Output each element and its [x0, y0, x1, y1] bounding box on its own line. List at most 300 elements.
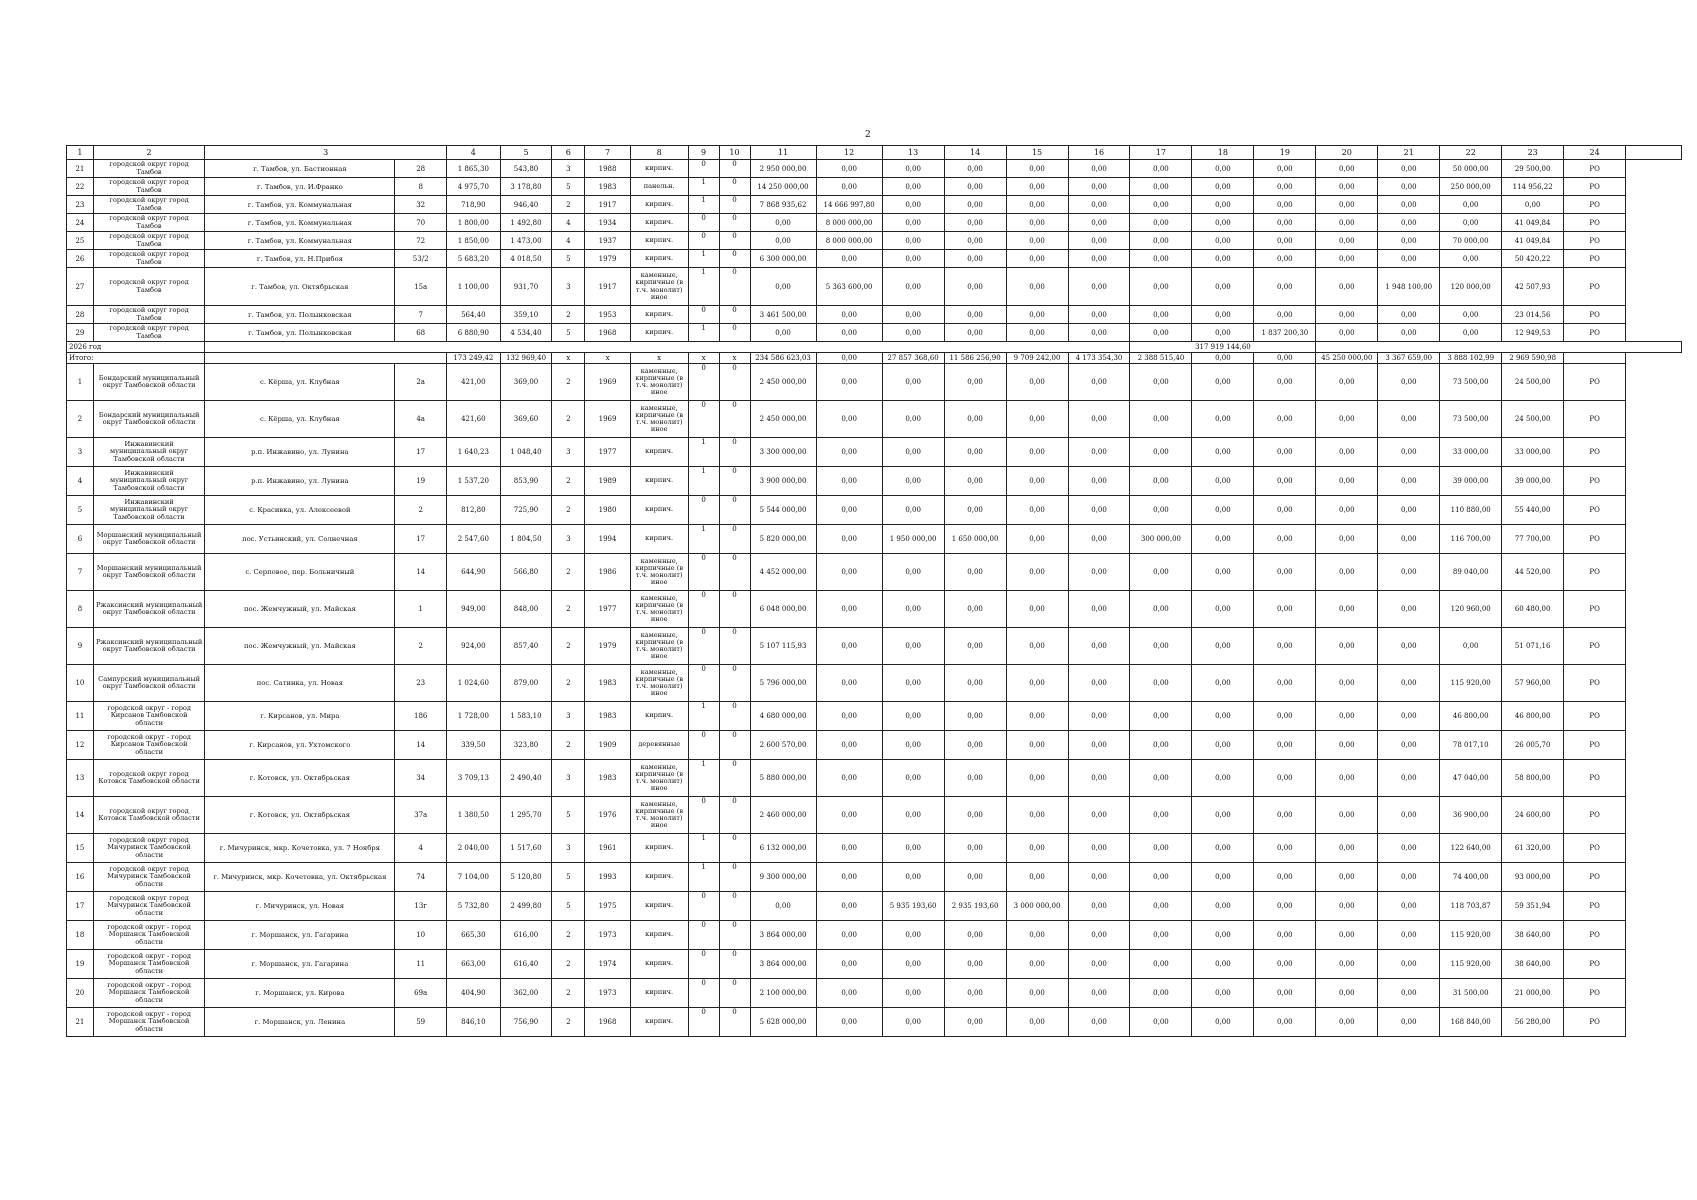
- value-cell-col15: 0,00: [1006, 496, 1068, 525]
- table-row: [67, 467, 1682, 496]
- value-cell-col21: 0,00: [1378, 196, 1440, 214]
- value-cell-col17: 0,00: [1130, 950, 1192, 979]
- value-cell-col21: 0,00: [1378, 1008, 1440, 1037]
- value-cell-col10: 0: [719, 268, 750, 306]
- value-cell-col11: 9 300 000,00: [750, 863, 816, 892]
- value-cell-col5: 1 804,50: [500, 525, 552, 554]
- value-cell-col21: 0,00: [1378, 702, 1440, 731]
- value-cell-col23: 41 049,84: [1502, 214, 1564, 232]
- value-cell-col5: 931,70: [500, 268, 552, 306]
- value-cell-col10: 0: [719, 797, 750, 834]
- year-label: 2026 год: [67, 342, 205, 353]
- value-cell-col17: 0,00: [1130, 438, 1192, 467]
- row-number: 15: [67, 834, 94, 863]
- value-cell-col21: 0,00: [1378, 554, 1440, 591]
- value-cell-col19: 0,00: [1254, 401, 1316, 438]
- value-cell-col22: 118 703,87: [1440, 892, 1502, 921]
- total-col16: 4 173 354,30: [1068, 353, 1130, 364]
- table-row: [67, 232, 1682, 250]
- value-cell-col9: 0: [688, 306, 719, 324]
- value-cell-col16: 0,00: [1068, 797, 1130, 834]
- value-cell-col24: РО: [1564, 438, 1626, 467]
- value-cell-col16: 0,00: [1068, 324, 1130, 342]
- house-number-cell: 74: [395, 863, 447, 892]
- address-cell: г. Тамбов, ул. Полынковская: [205, 306, 395, 324]
- row-number: 20: [67, 979, 94, 1008]
- row-number: 7: [67, 554, 94, 591]
- total-col9: х: [688, 353, 719, 364]
- value-cell-col8: кирпич.: [630, 232, 688, 250]
- value-cell-col16: 0,00: [1068, 628, 1130, 665]
- row-number: 14: [67, 797, 94, 834]
- value-cell-col15: 0,00: [1006, 760, 1068, 797]
- value-cell-col13: 0,00: [882, 760, 944, 797]
- value-cell-col19: 0,00: [1254, 834, 1316, 863]
- column-header: 4: [446, 146, 500, 160]
- value-cell-col24: РО: [1564, 401, 1626, 438]
- value-cell-col16: 0,00: [1068, 214, 1130, 232]
- address-cell: г. Тамбов, ул. Н.Прибоя: [205, 250, 395, 268]
- value-cell-col17: 0,00: [1130, 979, 1192, 1008]
- value-cell-col14: 0,00: [944, 438, 1006, 467]
- value-cell-col19: 0,00: [1254, 731, 1316, 760]
- row-number: 28: [67, 306, 94, 324]
- row-number: 13: [67, 760, 94, 797]
- value-cell-col23: 24 500,00: [1502, 364, 1564, 401]
- value-cell-col17: 0,00: [1130, 731, 1192, 760]
- table-row: [67, 401, 1682, 438]
- address-cell: г. Тамбов, ул. Октябрьская: [205, 268, 395, 306]
- value-cell-col4: 5 732,80: [446, 892, 500, 921]
- value-cell-col9: 1: [688, 438, 719, 467]
- municipality-cell: городской округ город Котовск Тамбовской области: [93, 760, 205, 797]
- value-cell-col17: 0,00: [1130, 306, 1192, 324]
- value-cell-col21: 0,00: [1378, 665, 1440, 702]
- value-cell-col23: 42 507,93: [1502, 268, 1564, 306]
- column-header: 17: [1130, 146, 1192, 160]
- house-number-cell: 2а: [395, 364, 447, 401]
- column-header: 21: [1378, 146, 1440, 160]
- value-cell-col21: 0,00: [1378, 232, 1440, 250]
- value-cell-col23: 0,00: [1502, 196, 1564, 214]
- address-cell: г. Моршанск, ул. Гагарина: [205, 950, 395, 979]
- value-cell-col14: 0,00: [944, 196, 1006, 214]
- value-cell-col17: 0,00: [1130, 160, 1192, 178]
- value-cell-col11: 5 628 000,00: [750, 1008, 816, 1037]
- value-cell-col11: 0,00: [750, 214, 816, 232]
- value-cell-col13: 0,00: [882, 196, 944, 214]
- value-cell-col4: 1 380,50: [446, 797, 500, 834]
- column-header: 6: [552, 146, 585, 160]
- row-number: 24: [67, 214, 94, 232]
- column-header: 11: [750, 146, 816, 160]
- house-number-cell: 17: [395, 525, 447, 554]
- value-cell-col8: каменные, кирпичные (в т.ч. монолит) иное: [630, 401, 688, 438]
- value-cell-col11: 3 900 000,00: [750, 467, 816, 496]
- total-col4: 173 249,42: [446, 353, 500, 364]
- value-cell-col6: 2: [552, 364, 585, 401]
- value-cell-col23: 77 700,00: [1502, 525, 1564, 554]
- value-cell-col16: 0,00: [1068, 250, 1130, 268]
- value-cell-col12: 0,00: [816, 834, 882, 863]
- value-cell-col7: 1909: [585, 731, 630, 760]
- value-cell-col16: 0,00: [1068, 863, 1130, 892]
- value-cell-col23: 24 500,00: [1502, 401, 1564, 438]
- value-cell-col8: кирпич.: [630, 324, 688, 342]
- value-cell-col17: 0,00: [1130, 232, 1192, 250]
- value-cell-col23: 21 000,00: [1502, 979, 1564, 1008]
- value-cell-col13: 1 950 000,00: [882, 525, 944, 554]
- value-cell-col20: 0,00: [1316, 979, 1378, 1008]
- value-cell-col18: 0,00: [1192, 250, 1254, 268]
- value-cell-col21: 0,00: [1378, 250, 1440, 268]
- total-col13: 27 857 368,60: [882, 353, 944, 364]
- column-header: 7: [585, 146, 630, 160]
- column-header: 3: [205, 146, 447, 160]
- value-cell-col13: 0,00: [882, 797, 944, 834]
- value-cell-col7: 1986: [585, 554, 630, 591]
- total-col17: 2 388 515,40: [1130, 353, 1192, 364]
- value-cell-col13: 0,00: [882, 702, 944, 731]
- value-cell-col11: 3 461 500,00: [750, 306, 816, 324]
- value-cell-col20: 0,00: [1316, 760, 1378, 797]
- value-cell-col11: 3 864 000,00: [750, 921, 816, 950]
- value-cell-col20: 0,00: [1316, 591, 1378, 628]
- value-cell-col5: 853,90: [500, 467, 552, 496]
- value-cell-col4: 4 975,70: [446, 178, 500, 196]
- value-cell-col9: 0: [688, 921, 719, 950]
- table-row: [67, 921, 1682, 950]
- value-cell-col4: 924,00: [446, 628, 500, 665]
- municipality-cell: городской округ город Тамбов: [93, 306, 205, 324]
- value-cell-col5: 616,00: [500, 921, 552, 950]
- value-cell-col24: РО: [1564, 950, 1626, 979]
- value-cell-col15: 0,00: [1006, 467, 1068, 496]
- value-cell-col14: 0,00: [944, 834, 1006, 863]
- value-cell-col22: 74 400,00: [1440, 863, 1502, 892]
- value-cell-col12: 0,00: [816, 950, 882, 979]
- value-cell-col18: 0,00: [1192, 950, 1254, 979]
- value-cell-col22: 115 920,00: [1440, 921, 1502, 950]
- value-cell-col5: 2 490,40: [500, 760, 552, 797]
- table-row: [67, 160, 1682, 178]
- value-cell-col5: 879,00: [500, 665, 552, 702]
- value-cell-col9: 1: [688, 324, 719, 342]
- table-row: [67, 306, 1682, 324]
- address-cell: с. Серповое, пер. Больничный: [205, 554, 395, 591]
- value-cell-col11: 5 107 115,93: [750, 628, 816, 665]
- house-number-cell: 34: [395, 760, 447, 797]
- municipality-cell: городской округ - город Кирсанов Тамбовской области: [93, 731, 205, 760]
- value-cell-col22: 36 900,00: [1440, 797, 1502, 834]
- value-cell-col7: 1953: [585, 306, 630, 324]
- value-cell-col13: 0,00: [882, 178, 944, 196]
- total-col10: х: [719, 353, 750, 364]
- value-cell-col24: РО: [1564, 921, 1626, 950]
- value-cell-col4: 1 865,30: [446, 160, 500, 178]
- value-cell-col24: РО: [1564, 834, 1626, 863]
- value-cell-col19: 0,00: [1254, 863, 1316, 892]
- year-amount: 317 919 144,60: [1130, 342, 1316, 353]
- value-cell-col7: 1969: [585, 401, 630, 438]
- value-cell-col14: 1 650 000,00: [944, 525, 1006, 554]
- value-cell-col7: 1994: [585, 525, 630, 554]
- value-cell-col12: 0,00: [816, 921, 882, 950]
- value-cell-col15: 0,00: [1006, 628, 1068, 665]
- house-number-cell: 11: [395, 950, 447, 979]
- value-cell-col23: 93 000,00: [1502, 863, 1564, 892]
- value-cell-col22: 115 920,00: [1440, 950, 1502, 979]
- value-cell-col22: 33 000,00: [1440, 438, 1502, 467]
- value-cell-col15: 0,00: [1006, 232, 1068, 250]
- value-cell-col9: 0: [688, 232, 719, 250]
- value-cell-col9: 0: [688, 950, 719, 979]
- value-cell-col13: 0,00: [882, 401, 944, 438]
- value-cell-col21: 0,00: [1378, 438, 1440, 467]
- column-header: 23: [1502, 146, 1564, 160]
- table-row: [67, 591, 1682, 628]
- value-cell-col6: 3: [552, 834, 585, 863]
- address-cell: пос. Сатинка, ул. Новая: [205, 665, 395, 702]
- value-cell-col4: 6 880,90: [446, 324, 500, 342]
- column-header: 12: [816, 146, 882, 160]
- value-cell-col9: 0: [688, 797, 719, 834]
- value-cell-col21: 0,00: [1378, 892, 1440, 921]
- value-cell-col8: каменные, кирпичные (в т.ч. монолит) иное: [630, 797, 688, 834]
- municipality-cell: Инжавинский муниципальный округ Тамбовской области: [93, 467, 205, 496]
- value-cell-col5: 1 048,40: [500, 438, 552, 467]
- value-cell-col14: 0,00: [944, 401, 1006, 438]
- value-cell-col20: 0,00: [1316, 306, 1378, 324]
- value-cell-col16: 0,00: [1068, 950, 1130, 979]
- value-cell-col19: 0,00: [1254, 797, 1316, 834]
- value-cell-col19: 0,00: [1254, 892, 1316, 921]
- value-cell-col15: 3 000 000,00: [1006, 892, 1068, 921]
- value-cell-col8: кирпич.: [630, 160, 688, 178]
- value-cell-col21: 0,00: [1378, 214, 1440, 232]
- value-cell-col7: 1968: [585, 1008, 630, 1037]
- table-row: [67, 196, 1682, 214]
- address-cell: с. Красивка, ул. Алексеевой: [205, 496, 395, 525]
- house-number-cell: 1: [395, 591, 447, 628]
- value-cell-col5: 362,00: [500, 979, 552, 1008]
- address-cell: р.п. Инжавино, ул. Лунина: [205, 438, 395, 467]
- value-cell-col18: 0,00: [1192, 306, 1254, 324]
- register-table: [66, 145, 1682, 1037]
- value-cell-col6: 5: [552, 863, 585, 892]
- value-cell-col13: 0,00: [882, 834, 944, 863]
- value-cell-col7: 1979: [585, 250, 630, 268]
- municipality-cell: городской округ город Котовск Тамбовской области: [93, 797, 205, 834]
- value-cell-col12: 0,00: [816, 250, 882, 268]
- value-cell-col15: 0,00: [1006, 591, 1068, 628]
- value-cell-col18: 0,00: [1192, 863, 1254, 892]
- value-cell-col18: 0,00: [1192, 892, 1254, 921]
- column-header: 24: [1564, 146, 1626, 160]
- value-cell-col24: РО: [1564, 232, 1626, 250]
- address-cell: г. Кирсанов, ул. Мира: [205, 702, 395, 731]
- value-cell-col6: 3: [552, 525, 585, 554]
- value-cell-col21: 0,00: [1378, 364, 1440, 401]
- value-cell-col12: 8 000 000,00: [816, 214, 882, 232]
- value-cell-col4: 421,60: [446, 401, 500, 438]
- row-number: 26: [67, 250, 94, 268]
- value-cell-col15: 0,00: [1006, 525, 1068, 554]
- value-cell-col14: 0,00: [944, 554, 1006, 591]
- value-cell-col13: 0,00: [882, 364, 944, 401]
- column-header: 9: [688, 146, 719, 160]
- column-header: 8: [630, 146, 688, 160]
- value-cell-col21: 0,00: [1378, 160, 1440, 178]
- value-cell-col19: 0,00: [1254, 268, 1316, 306]
- value-cell-col13: 0,00: [882, 554, 944, 591]
- value-cell-col10: 0: [719, 160, 750, 178]
- column-header: 19: [1254, 146, 1316, 160]
- value-cell-col20: 0,00: [1316, 731, 1378, 760]
- value-cell-col20: 0,00: [1316, 921, 1378, 950]
- value-cell-col12: 0,00: [816, 306, 882, 324]
- value-cell-col6: 2: [552, 665, 585, 702]
- value-cell-col11: 5 544 000,00: [750, 496, 816, 525]
- table-row: [67, 950, 1682, 979]
- value-cell-col10: 0: [719, 196, 750, 214]
- value-cell-col22: 0,00: [1440, 628, 1502, 665]
- value-cell-col21: 0,00: [1378, 591, 1440, 628]
- value-cell-col10: 0: [719, 665, 750, 702]
- value-cell-col13: 0,00: [882, 665, 944, 702]
- municipality-cell: Бондарский муниципальный округ Тамбовской области: [93, 364, 205, 401]
- value-cell-col19: 0,00: [1254, 364, 1316, 401]
- value-cell-col22: 73 500,00: [1440, 401, 1502, 438]
- value-cell-col23: 33 000,00: [1502, 438, 1564, 467]
- value-cell-col21: 0,00: [1378, 496, 1440, 525]
- value-cell-col24: РО: [1564, 467, 1626, 496]
- value-cell-col5: 5 120,80: [500, 863, 552, 892]
- total-col12: 0,00: [816, 353, 882, 364]
- value-cell-col13: 0,00: [882, 232, 944, 250]
- value-cell-col6: 2: [552, 401, 585, 438]
- column-header: 1: [67, 146, 94, 160]
- value-cell-col10: 0: [719, 1008, 750, 1037]
- value-cell-col8: кирпич.: [630, 702, 688, 731]
- value-cell-col17: 0,00: [1130, 268, 1192, 306]
- value-cell-col13: 0,00: [882, 306, 944, 324]
- house-number-cell: 72: [395, 232, 447, 250]
- value-cell-col21: 0,00: [1378, 863, 1440, 892]
- table-row: [67, 438, 1682, 467]
- value-cell-col12: 0,00: [816, 364, 882, 401]
- table-row: [67, 268, 1682, 306]
- value-cell-col19: 1 837 200,30: [1254, 324, 1316, 342]
- house-number-cell: 17: [395, 438, 447, 467]
- value-cell-col16: 0,00: [1068, 401, 1130, 438]
- value-cell-col10: 0: [719, 628, 750, 665]
- value-cell-col16: 0,00: [1068, 467, 1130, 496]
- value-cell-col11: 6 300 000,00: [750, 250, 816, 268]
- municipality-cell: городской округ - город Моршанск Тамбовской области: [93, 979, 205, 1008]
- value-cell-col21: 0,00: [1378, 979, 1440, 1008]
- value-cell-col5: 566,80: [500, 554, 552, 591]
- value-cell-col11: 4 680 000,00: [750, 702, 816, 731]
- value-cell-col22: 168 840,00: [1440, 1008, 1502, 1037]
- value-cell-col7: 1977: [585, 591, 630, 628]
- value-cell-col16: 0,00: [1068, 731, 1130, 760]
- value-cell-col5: 4 534,40: [500, 324, 552, 342]
- table-row: [67, 364, 1682, 401]
- value-cell-col8: каменные, кирпичные (в т.ч. монолит) иное: [630, 591, 688, 628]
- value-cell-col8: панельн.: [630, 178, 688, 196]
- value-cell-col12: 0,00: [816, 665, 882, 702]
- value-cell-col9: 1: [688, 196, 719, 214]
- value-cell-col20: 0,00: [1316, 232, 1378, 250]
- row-number: 3: [67, 438, 94, 467]
- value-cell-col11: 0,00: [750, 324, 816, 342]
- value-cell-col18: 0,00: [1192, 702, 1254, 731]
- value-cell-col6: 2: [552, 628, 585, 665]
- address-cell: г. Котовск, ул. Октябрьская: [205, 760, 395, 797]
- value-cell-col9: 0: [688, 496, 719, 525]
- value-cell-col7: 1973: [585, 921, 630, 950]
- total-col7: х: [585, 353, 630, 364]
- address-cell: г. Мичуринск, ул. Новая: [205, 892, 395, 921]
- value-cell-col23: 29 500,00: [1502, 160, 1564, 178]
- value-cell-col12: 0,00: [816, 760, 882, 797]
- value-cell-col9: 1: [688, 268, 719, 306]
- value-cell-col18: 0,00: [1192, 364, 1254, 401]
- table-row: [67, 496, 1682, 525]
- value-cell-col17: 0,00: [1130, 401, 1192, 438]
- value-cell-col15: 0,00: [1006, 797, 1068, 834]
- value-cell-col18: 0,00: [1192, 628, 1254, 665]
- value-cell-col15: 0,00: [1006, 160, 1068, 178]
- value-cell-col5: 4 018,50: [500, 250, 552, 268]
- value-cell-col9: 0: [688, 160, 719, 178]
- value-cell-col10: 0: [719, 438, 750, 467]
- row-number: 17: [67, 892, 94, 921]
- value-cell-col22: 50 000,00: [1440, 160, 1502, 178]
- value-cell-col14: 0,00: [944, 232, 1006, 250]
- value-cell-col4: 718,90: [446, 196, 500, 214]
- value-cell-col22: 0,00: [1440, 214, 1502, 232]
- address-cell: пос. Устьинский, ул. Солнечная: [205, 525, 395, 554]
- value-cell-col18: 0,00: [1192, 232, 1254, 250]
- table-row: [67, 702, 1682, 731]
- value-cell-col4: 1 640,23: [446, 438, 500, 467]
- value-cell-col10: 0: [719, 306, 750, 324]
- value-cell-col20: 0,00: [1316, 665, 1378, 702]
- value-cell-col14: 0,00: [944, 950, 1006, 979]
- house-number-cell: 7: [395, 306, 447, 324]
- value-cell-col20: 0,00: [1316, 1008, 1378, 1037]
- row-number: 11: [67, 702, 94, 731]
- value-cell-col4: 3 709,13: [446, 760, 500, 797]
- value-cell-col4: 1 100,00: [446, 268, 500, 306]
- value-cell-col14: 0,00: [944, 665, 1006, 702]
- value-cell-col11: 2 450 000,00: [750, 364, 816, 401]
- value-cell-col6: 3: [552, 702, 585, 731]
- value-cell-col13: 0,00: [882, 950, 944, 979]
- value-cell-col19: 0,00: [1254, 921, 1316, 950]
- value-cell-col14: 0,00: [944, 760, 1006, 797]
- value-cell-col5: 1 492,80: [500, 214, 552, 232]
- value-cell-col20: 0,00: [1316, 834, 1378, 863]
- value-cell-col20: 0,00: [1316, 525, 1378, 554]
- value-cell-col8: кирпич.: [630, 950, 688, 979]
- value-cell-col17: 0,00: [1130, 591, 1192, 628]
- value-cell-col5: 3 178,80: [500, 178, 552, 196]
- value-cell-col7: 1980: [585, 496, 630, 525]
- value-cell-col15: 0,00: [1006, 665, 1068, 702]
